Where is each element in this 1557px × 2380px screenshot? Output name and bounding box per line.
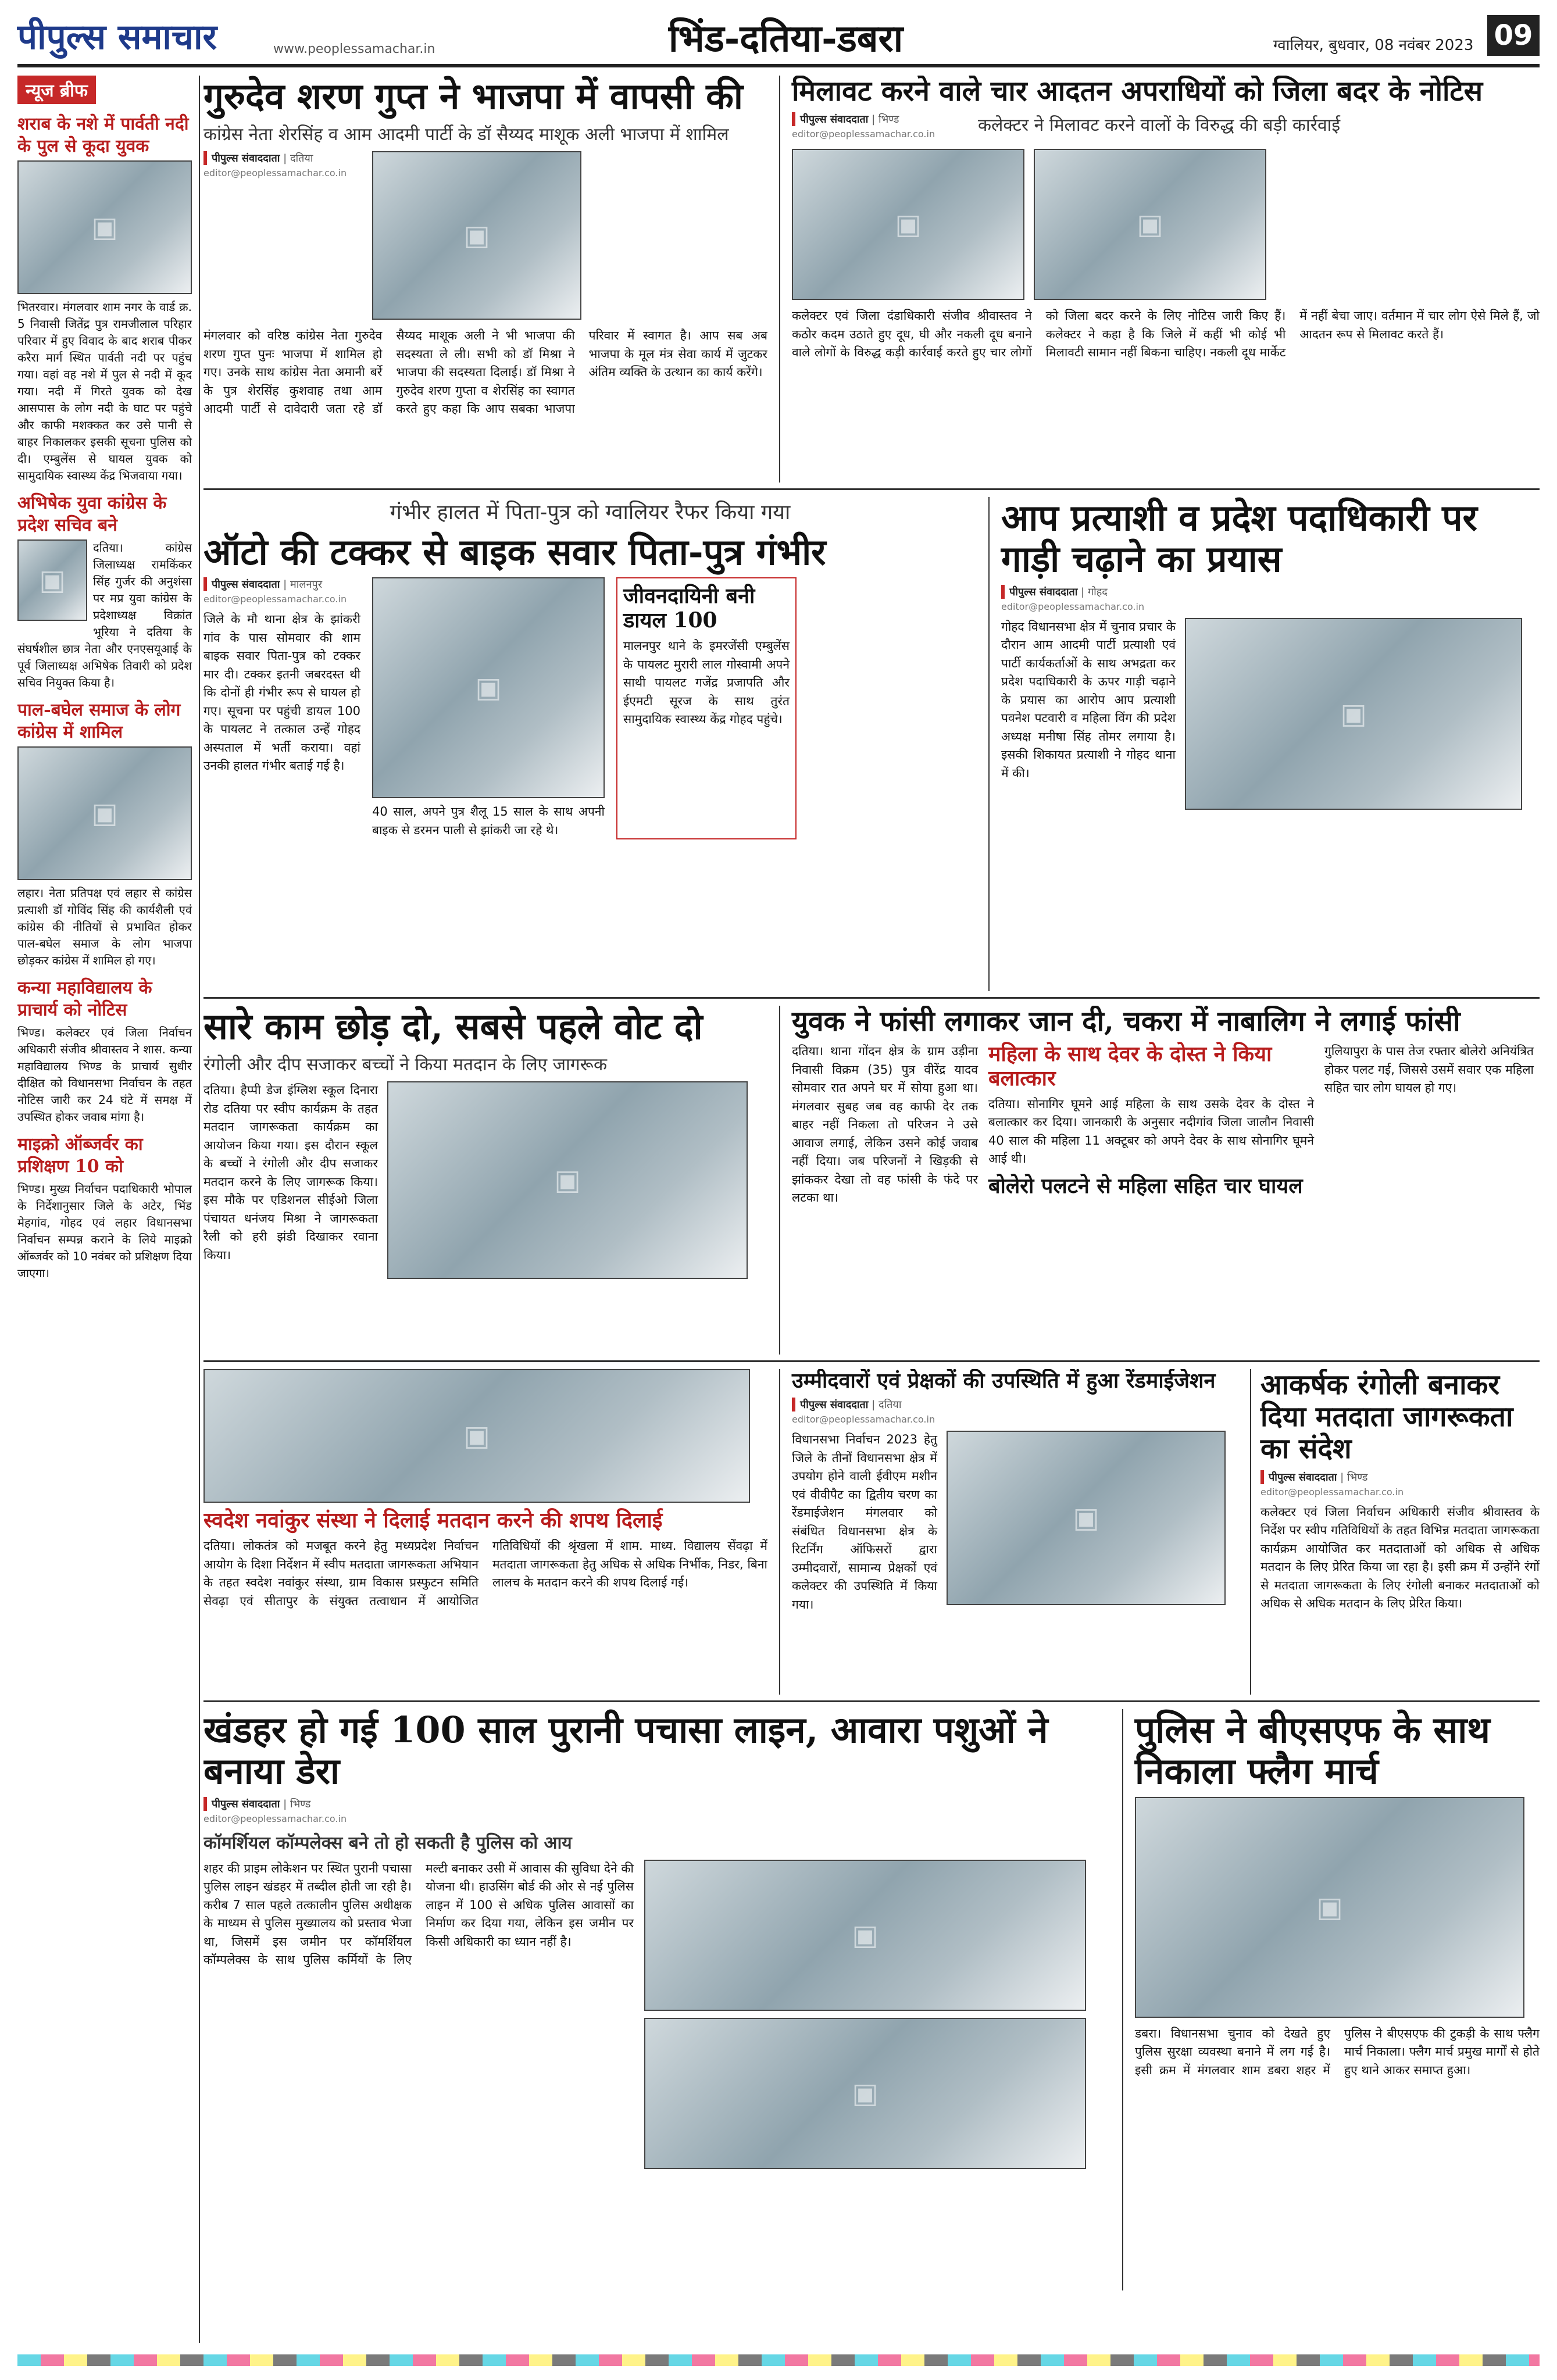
box-body: दतिया। सोनागिर घूमने आई महिला के साथ उसके देवर के दोस्त ने बलात्कार कर दिया। जानकारी के अनुसार नदीगांव जिला जालौन निवासी 40 साल की महिला 11 अक्टूबर को अपने देवर के साथ सोनागिर घूमने आई थी। [988,1096,1314,1166]
edition-date: ग्वालियर, बुधवार, 08 नवंबर 2023 [1273,37,1474,54]
story-body: दतिया। लोकतंत्र को मजबूत करने हेतु मध्यप्रदेश निर्वाचन आयोग के दिशा निर्देशन में स्वीप मतदाता जागरूकता अभियान के तहत स्वदेश नवांकुर संस्था, ग्राम विकास प्रस्फुटन समिति सेवढ़ा एवं सीतापुर के संयुक्त तत्वाधान में आयोजित गतिविधियों की श्रृंखला में शाम. माध्य. विद्यालय सेंवढ़ा में मतदाता जागरूकता हेतु अधिक से अधिक निर्भीक, निडर, बिना लालच के मतदान करने की शपथ दिलाई गई। [203,1539,767,1608]
page-number: 09 [1487,15,1540,56]
byline-email: editor@peoplessamachar.co.in [1001,601,1145,612]
box-headline: जीवनदायिनी बनी डायल 100 [623,584,755,632]
story-pachasa [203,1709,1110,2290]
byline-email: editor@peoplessamachar.co.in [792,1414,935,1425]
byline-email: editor@peoplessamachar.co.in [203,594,347,605]
byline-email: editor@peoplessamachar.co.in [1260,1486,1404,1498]
brief-headline: अभिषेक युवा कांग्रेस के प्रदेश सचिव बने [17,493,167,535]
story-photo [372,151,581,320]
story-headline: आप प्रत्याशी व प्रदेश पदाधिकारी पर गाड़ी चढ़ाने का प्रयास [1001,497,1477,581]
byline: पीपुल्स संवाददाता | गोहद [1001,585,1540,599]
box-headline: महिला के साथ देवर के दोस्त ने किया बलात्कार [988,1042,1272,1091]
story-bsf [1122,1709,1540,2290]
byline: पीपुल्स संवाददाता | भिण्ड [792,112,966,126]
story-photo [947,1431,1226,1605]
story-randomization [779,1369,1238,1695]
story-auto-accident [203,497,977,991]
story-headline: खंडहर हो गई 100 साल पुरानी पचासा लाइन, आवारा पशुओं ने बनाया डेरा [203,1709,1048,1793]
story-body: मंगलवार को वरिष्ठ कांग्रेस नेता गुरुदेव शरण गुप्त पुनः भाजपा में शामिल हो गए। उनके साथ कांग्रेस नेता अमानी बर्रे के पुत्र शेरसिंह कुशवाह तथा आम आदमी पार्टी से दावेदारी जता रहे डॉ सैय्यद माशूक अली ने भी भाजपा की सदस्यता ले ली। सभी को डॉ मिश्रा ने भाजपा की सदस्यता दिलाई। डॉ मिश्रा ने गुरुदेव शरण गुप्ता व शेरसिंह का स्वागत करते हुए कहा कि आप सबका भाजपा परिवार में स्वागत है। आप सब अब भाजपा के मूल मंत्र सेवा कार्य में जुटकर अंतिम व्यक्ति के उत्थान का कार्य करेंगे। [203,328,767,416]
byline-email: editor@peoplessamachar.co.in [203,167,347,179]
brief-body: भितरवार। मंगलवार शाम नगर के वार्ड क्र. 5 निवासी जितेंद्र पुत्र रामजीलाल परिहार परिवार में हुए विवाद के बाद शराब पीकर करैरा मार्ग स्थित पार्वती नदी पर पहुंच गया। वहां वह नशे में पुल से नदी में कूद गया। नदी में गिरते युवक को देख आसपास के लोग नदी के घाट पर पहुंचे और काफी मशक्कत कर उसे पानी से बाहर निकालकर इसकी सूचना पुलिस को दी। एम्बुलेंस से घायल युवक को सामुदायिक स्वास्थ्य केंद्र भिजवाया गया। [17,300,192,483]
story-photo [372,577,605,798]
story-body: शहर की प्राइम लोकेशन पर स्थित पुरानी पचासा पुलिस लाइन खंडहर में तब्दील होती जा रही है। करीब 7 साल पहले तत्कालीन पुलिस अधीक्षक के माध्यम से पुलिस मुख्यालय को प्रस्ताव भेजा था, जिसमें इस जमीन पर कॉमर्शियल कॉम्पलेक्स के साथ पुलिस कर्मियों के लिए मल्टी बनाकर उसी में आवास की सुविधा देने की योजना थी। हाउसिंग बोर्ड की ओर से नई पुलिस लाइन में 100 से अधिक पुलिस आवासों का निर्माण कर दिया गया, लेकिन इस जमीन पर किसी अधिकारी का ध्यान नहीं है। [203,1861,634,1967]
story-body: विधानसभा निर्वाचन 2023 हेतु जिले के तीनों विधानसभा क्षेत्र में उपयोग होने वाली ईवीएम मशीन एवं वीवीपैट का द्वितीय चरण का रेंडमाईजेशन मंगलवार को संबंधित विधानसभा क्षेत्र के रिटर्निंग ऑफिसरों द्वारा उम्मीदवारों, सामान्य प्रेक्षकों एवं कलेक्टर की उपस्थिति में किया गया। [792,1432,937,1611]
story-photo [1135,1797,1524,2018]
masthead [17,12,1540,67]
story-headline: आकर्षक रंगोली बनाकर दिया मतदाता जागरूकता का संदेश [1260,1369,1513,1466]
section-title: भिंड-दतिया-डबरा [669,17,904,60]
story-headline: गुरुदेव शरण गुप्त ने भाजपा में वापसी की [203,76,743,117]
story-body: जिले के मौ थाना क्षेत्र के झांकरी गांव के पास सोमवार की शाम बाइक सवार पिता-पुत्र को टक्कर मार दी। टक्कर इतनी जबरदस्त थी कि दोनों ही गंभीर रूप से घायल हो गए। सूचना पर पहुंची डायल 100 के पायलट ने तत्काल उन्हें गोहद अस्पताल में भर्ती कराया। वहां उनकी हालत गंभीर बताई गई है। [203,612,360,773]
story-subhead: रंगोली और दीप सजाकर बच्चों ने किया मतदान के लिए जागरूक [203,1055,608,1075]
brief-photo [17,160,192,294]
byline: पीपुल्स संवाददाता | मालनपुर [203,577,360,591]
brief-headline: पाल-बघेल समाज के लोग कांग्रेस में शामिल [17,700,181,742]
brief-body: दतिया। कांग्रेस जिलाध्यक्ष रामकिंकर सिंह गुर्जर की अनुशंसा पर मप्र युवा कांग्रेस के प्रदेशाध्यक्ष विक्रांत भूरिया ने दतिया के संघर्षशील छात्र नेता और एनएसयूआई के पूर्व जिलाध्यक्ष अभिषेक तिवारी को प्रदेश सचिव नियुक्त किया है। [17,541,192,689]
story-aap [988,497,1540,991]
photo-caption: 40 साल, अपने पुत्र शैलू 15 साल के साथ अपनी बाइक से डरमन पाली से झांकरी जा रहे थे। [372,805,605,837]
brand-logo: पीपुल्स समाचार [17,17,217,58]
box-headline: बोलेरो पलटने से महिला सहित चार घायल [988,1173,1303,1198]
box-body: मालनपुर थाने के इमरजेंसी एम्बुलेंस के पायलट मुरारी लाल गोस्वामी अपने साथी पायलट गजेंद्र प्रजापति और ईएमटी सूरज के साथ तुरंत सामुदायिक स्वास्थ्य केंद्र गोहद पहुंचे। [623,639,790,727]
story-headline: पुलिस ने बीएसएफ के साथ निकाला फ्लैग मार्च [1135,1709,1490,1793]
byline: पीपुल्स संवाददाता | दतिया [203,151,360,165]
brief-headline: माइक्रो ऑब्जर्वर का प्रशिक्षण 10 को [17,1134,143,1177]
story-milawat [779,76,1540,483]
story-photo [792,149,1024,300]
news-brief-tag: न्यूज ब्रीफ [17,76,96,104]
story-headline: युवक ने फांसी लगाकर जान दी, चकरा में नाबालिग ने लगाई फांसी [792,1006,1460,1038]
brief-headline: कन्या महाविद्यालय के प्राचार्य को नोटिस [17,978,152,1020]
story-suicide [779,1006,1540,1355]
story-body: दतिया। थाना गोंदन क्षेत्र के ग्राम उड़ीना निवासी विक्रम (35) पुत्र वीरेंद्र यादव सोमवार रात अपने घर में सोया हुआ था। मंगलवार सुबह जब वह काफी देर तक बाहर नहीं निकला तो परिजन ने उसे आवाज लगाई, लेकिन उसने कोई जवाब नहीं दिया। जब परिजनों ने खिड़की से झांककर देखा तो वह फांसी के फंदे पर लटका था। [792,1044,978,1205]
story-rangoli [1250,1369,1540,1695]
news-brief-column [17,76,200,2343]
story-body: कलेक्टर एवं जिला दंडाधिकारी संजीव श्रीवास्तव ने कठोर कदम उठाते हुए दूध, घी और नकली दूध बनाने वाले लोगों के विरुद्ध कड़ी कार्रवाई करते हुए चार लोगों को जिला बदर करने के लिए नोटिस जारी किए हैं। कलेक्टर ने कहा है कि जिले में कहीं भी कोई भी मिलावटी सामान नहीं बिकना चाहिए। नकली दूध मार्केट में नहीं बेचा जाए। वर्तमान में चार लोग ऐसे मिले हैं, जो आदतन रूप से मिलावट करते हैं। [792,309,1540,360]
website-link[interactable]: www.peoplessamachar.in [273,42,435,56]
brief-body: लहार। नेता प्रतिपक्ष एवं लहार से कांग्रेस प्रत्याशी डॉ गोविंद सिंह की कार्यशैली एवं कांग्रेस की नीतियों से प्रभावित होकर पाल-बघेल समाज के लोग भाजपा छोड़कर कांग्रेस में शामिल हो गए। [17,886,192,967]
story-body: डबरा। विधानसभा चुनाव को देखते हुए पुलिस सुरक्षा व्यवस्था बनाने में लग गई है। इसी क्रम में मंगलवार शाम डबरा शहर में पुलिस ने बीएसएफ की टुकड़ी के साथ फ्लैग मार्च निकाला। फ्लैग मार्च प्रमुख मार्गों से होते हुए थाने आकर समाप्त हुआ। [1135,2026,1540,2077]
story-headline: मिलावट करने वाले चार आदतन अपराधियों को जिला बदर के नोटिस [792,76,1483,108]
story-photo [1034,149,1266,300]
story-photo [1185,618,1522,810]
story-photo [203,1369,750,1503]
story-body: कलेक्टर एवं जिला निर्वाचन अधिकारी संजीव श्रीवास्तव के निर्देश पर स्वीप गतिविधियों के तहत विभिन्न मतदाता जागरूकता कार्यक्रम आयोजित कर मतदाताओं को अधिक से अधिक मतदान के लिए प्रेरित किया जा रहा है। इसी क्रम में उन्होंने रंगों से मतदाता जागरूकता के लिए रंगोली बनाकर मतदाताओं को अधिक से अधिक मतदान के लिए प्रेरित किया। [1260,1505,1540,1611]
byline-email: editor@peoplessamachar.co.in [792,128,935,140]
story-headline: सारे काम छोड़ दो, सबसे पहले वोट दो [203,1006,703,1048]
story-photo [644,2018,1086,2169]
byline: पीपुल्स संवाददाता | दतिया [792,1398,1238,1411]
brief-headline: शराब के नशे में पार्वती नदी के पुल से कूदा युवक [17,114,189,156]
story-gupta [203,76,767,483]
brief-body: भिण्ड। कलेक्टर एवं जिला निर्वाचन अधिकारी संजीव श्रीवास्तव ने शास. कन्या महाविद्यालय भिण्ड के प्राचार्य सुधीर दीक्षित को विधानसभा निर्वाचन के तहत नोटिस जारी कर 24 घंटे में समक्ष में उपस्थित होकर जवाब मांगा है। [17,1025,192,1124]
story-vote [203,1006,767,1355]
brief-photo [17,746,192,880]
story-headline: ऑटो की टक्कर से बाइक सवार पिता-पुत्र गंभीर [203,531,826,573]
story-subhead: कलेक्टर ने मिलावट करने वालों के विरुद्ध की बड़ी कार्रवाई [978,115,1341,136]
story-subhead: कॉमर्शियल कॉम्पलेक्स बने तो हो सकती है पुलिस को आय [203,1832,572,1853]
story-swadesh [203,1369,767,1695]
portrait-photo [17,539,87,621]
story-body: गोहद विधानसभा क्षेत्र में चुनाव प्रचार के दौरान आम आदमी पार्टी प्रत्याशी एवं पार्टी कार्यकर्ताओं के साथ अभद्रता कर प्रदेश पदाधिकारी के ऊपर गाड़ी चढ़ाने के प्रयास का आरोप आप प्रत्याशी पवनेश पटवारी व महिला विंग की प्रदेश अध्यक्ष मनीषा सिंह तोमर लगाया है। इसकी शिकायत प्रत्याशी ने गोहद थाना में की। [1001,619,1176,780]
byline: पीपुल्स संवाददाता | भिण्ड [1260,1470,1540,1484]
story-body: दतिया। हैप्पी डेज इंग्लिश स्कूल दिनारा रोड दतिया पर स्वीप कार्यक्रम के तहत मतदान जागरूकता कार्यक्रम का आयोजन किया गया। इस दौरान स्कूल के बच्चों ने रंगोली और दीप सजाकर मतदान करने के लिए जागरूक किया। इस मौके पर एडिशनल सीईओ जिला पंचायत धनंजय मिश्रा ने जागरूकता रैली को हरी झंडी दिखाकर रवाना किया। [203,1083,378,1262]
story-photo [644,1860,1086,2011]
story-photo [387,1081,748,1279]
story-headline: उम्मीदवारों एवं प्रेक्षकों की उपस्थिति में हुआ रेंडमाईजेशन [792,1369,1216,1393]
story-subhead: कांग्रेस नेता शेरसिंह व आम आदमी पार्टी के डॉ सैय्यद माशूक अली भाजपा में शामिल [203,124,729,145]
box-body: गुलियापुरा के पास तेज रफ्तार बोलेरो अनियंत्रित होकर पलट गई, जिससे उसमें सवार एक महिला सहित चार लोग घायल हो गए। [1324,1044,1534,1095]
print-registration-strip [17,2354,1540,2366]
story-headline: स्वदेश नवांकुर संस्था ने दिलाई मतदान करने की शपथ दिलाई [203,1508,663,1532]
brief-body: भिण्ड। मुख्य निर्वाचन पदाधिकारी भोपाल के निर्देशानुसार जिले के अटेर, भिंड मेहगांव, गोहद एवं लहार विधानसभा निर्वाचन सम्पन्न कराने के लिये माइक्रो ऑब्जर्वर को 10 नवंबर को प्रशिक्षण दिया जाएगा। [17,1182,192,1280]
main-content [203,76,1540,2343]
byline: पीपुल्स संवाददाता | भिण्ड [203,1797,1110,1811]
byline-email: editor@peoplessamachar.co.in [203,1813,347,1824]
story-kicker: गंभीर हालत में पिता-पुत्र को ग्वालियर रैफर किया गया [390,501,791,524]
